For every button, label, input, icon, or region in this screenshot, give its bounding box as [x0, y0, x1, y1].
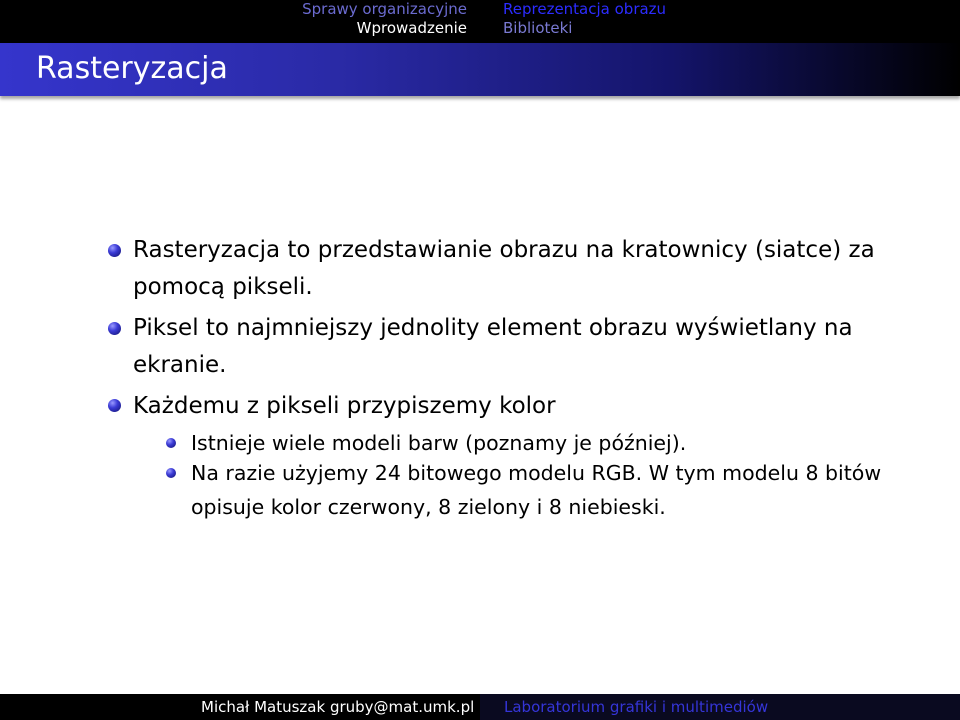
- bullet-icon: [108, 399, 121, 412]
- nav-sections-right: [503, 0, 666, 38]
- footer-course-title: Laboratorium grafiki i multimediów: [504, 698, 769, 716]
- nav-link-sprawy-organizacyjne[interactable]: Sprawy organizacyjne: [302, 0, 467, 18]
- footer-author: Michał Matuszak gruby@mat.umk.pl: [201, 698, 475, 716]
- footer-right: [480, 694, 960, 720]
- sub-bullet-icon: [166, 438, 176, 448]
- sub-list-item: Istnieje wiele modeli barw (poznamy je później).: [191, 431, 687, 455]
- nav-link-wprowadzenie[interactable]: Wprowadzenie: [356, 19, 467, 37]
- navigation-bar: [0, 0, 960, 43]
- sub-bullet-icon: [166, 468, 176, 478]
- nav-link-reprezentacja-obrazu[interactable]: Reprezentacja obrazu: [503, 0, 667, 18]
- footer: [0, 694, 960, 720]
- bullet-icon: [108, 244, 121, 257]
- nav-link-biblioteki[interactable]: Biblioteki: [503, 19, 573, 37]
- nav-sections-left: [0, 0, 467, 38]
- bullet-icon: [108, 322, 121, 335]
- footer-left: [0, 694, 480, 720]
- list-item: Piksel to najmniejszy jednolity element obrazu wyświetlany na ekranie.: [133, 315, 853, 378]
- list-item: Każdemu z pikseli przypiszemy kolor: [133, 393, 556, 419]
- sub-list-item: Na razie użyjemy 24 bitowego modelu RGB. W tym modelu 8 bitów opisuje kolor czerwony, 8 zielony i 8 niebieski.: [191, 461, 882, 519]
- frame-title: Rasteryzacja: [36, 51, 228, 86]
- list-item: Rasteryzacja to przedstawianie obrazu na kratownicy (siatce) za pomocą pikseli.: [133, 237, 875, 300]
- frame-title-bar: [0, 43, 960, 96]
